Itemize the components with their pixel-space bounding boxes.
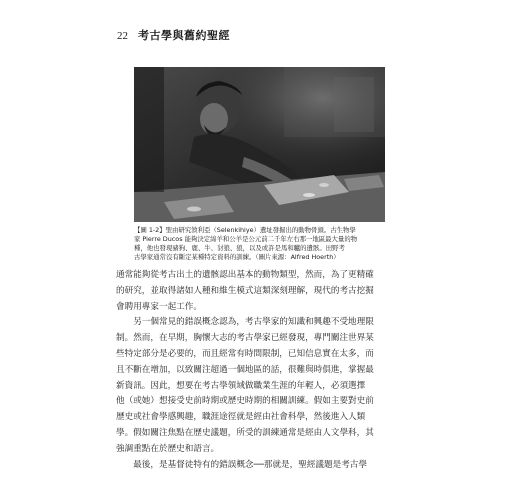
caption-line: 【圖 1-2】聖由研究敘利亞（Selenkihiye）遺址發掘出的動物骨頭。古生物學 — [134, 226, 356, 234]
text-line: 他（或她）想接受史前時期或歷史時期的相關訓練。假如主要對史前 — [116, 396, 374, 407]
paragraph-1 — [116, 268, 406, 315]
caption-line: 家 Pierre Ducos 能夠決定綿羊和公羊是公元前二千年左右那一地區最大量的物 — [134, 235, 358, 243]
text-line: 通常能夠從考古出土的遺骸認出基本的動物類型，然而，為了更精確 — [116, 270, 374, 280]
body-text — [116, 268, 406, 473]
text-line: 制。然而，在早期，胸懷大志的考古學家已經發現，專門關注世界某 — [116, 333, 374, 344]
caption-line: 古學家通常沒有斷定某種特定資料的訓練。（圖片來源：Alfred Hoerth） — [134, 253, 340, 261]
text-line: 的研究，並取得諸如人種和維生模式這類深刻理解，現代的考古挖掘 — [116, 285, 374, 296]
photo-archaeologist-image — [134, 67, 385, 222]
paragraph-3 — [116, 458, 406, 474]
text-line: 且不斷在增加，以致關注超過一個地區的話，很難與時俱進，掌握最 — [116, 364, 374, 375]
text-line: 另一個常見的錯誤概念認為，考古學家的知識和興趣不受地理限 — [133, 317, 374, 328]
running-title: 考古學與舊約聖經 — [138, 29, 230, 42]
text-line: 會聘用專家一起工作。 — [116, 301, 202, 312]
paragraph-2 — [116, 315, 406, 457]
figure-photo — [134, 67, 385, 222]
text-line: 些特定部分是必要的，而且經常有時間限制，已知信息實在太多，而 — [116, 348, 374, 359]
text-line: 學。假如關注焦點在歷史議題，所受的訓練通常是經由人文學科，其 — [116, 427, 374, 438]
text-line: 新資訊。因此，想要在考古學領域做職業生涯的年輕人，必須選擇 — [116, 380, 366, 391]
caption-line: 種，他也發現豬狗、鹿、牛、豺狼、狼，以及或許是馬和驢的遺骸。田野考 — [134, 244, 345, 252]
text-line: 歷史或社會學感興趣，職涯途徑就是經由社會科學，然後進入人類 — [116, 412, 366, 423]
text-line: 強調重點在於歷史和語言。 — [116, 443, 220, 454]
text-line: 最後，是基督徒特有的錯誤概念──那就是，聖經議題是考古學 — [133, 459, 367, 470]
page-number: 22 — [117, 30, 128, 42]
figure-caption — [134, 226, 394, 262]
running-header — [117, 27, 230, 41]
